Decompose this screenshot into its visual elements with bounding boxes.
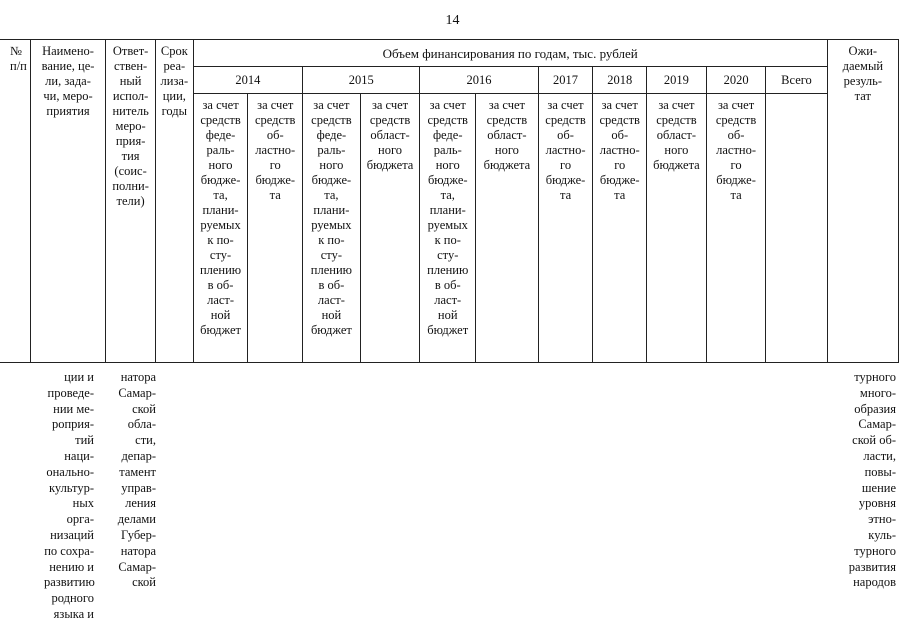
source-2014-regional: за счет средств об- ластно- го бюдже- та — [248, 94, 303, 363]
year-2020: 2020 — [706, 67, 766, 94]
source-2015-regional: за счет средств област- ного бюджета — [360, 94, 420, 363]
header-funding: Объем финансирования по годам, тыс. рублей — [193, 40, 827, 67]
header-name: Наимено- вание, це- ли, зада- чи, меро- приятия — [30, 40, 105, 363]
year-2019: 2019 — [647, 67, 707, 94]
header-expected: Ожи- даемый резуль- тат — [827, 40, 898, 363]
header-num: № п/п — [0, 40, 30, 363]
year-2015: 2015 — [303, 67, 420, 94]
source-2017-regional: за счет средств об- ластно- го бюдже- та — [538, 94, 593, 363]
source-2019-regional: за счет средств област- ного бюджета — [647, 94, 707, 363]
year-total: Всего — [766, 67, 827, 94]
source-2016-federal: за счет средств феде- раль- ного бюдже- та, плани- руемых к по- сту- плению в об- ласт- ной бюджет — [420, 94, 476, 363]
header-responsible: Ответ- ствен- ный испол- нитель меро- прия- тия (соис- полни- тели) — [106, 40, 156, 363]
source-total — [766, 94, 827, 363]
continuation-responsible: натора Самар- ской обла- сти, депар- тамент управ- ления делами Губер- натора Самар- ской — [117, 370, 156, 590]
year-2017: 2017 — [538, 67, 593, 94]
continuation-expected: турного много- образия Самар- ской об- ласти, повы- шение уровня этно- куль- турного развития народов — [848, 370, 896, 590]
source-2018-regional: за счет средств об- ластно- го бюдже- та — [593, 94, 647, 363]
source-2014-federal: за счет средств феде- раль- ного бюдже- та, плани- руемых к по- сту- плению в об- ласт- ной бюджет — [193, 94, 248, 363]
year-2018: 2018 — [593, 67, 647, 94]
funding-table — [0, 39, 899, 363]
header-term: Срок реа- лиза- ции, годы — [155, 40, 193, 363]
year-2016: 2016 — [420, 67, 538, 94]
year-2014: 2014 — [193, 67, 302, 94]
source-2015-federal: за счет средств феде- раль- ного бюдже- та, плани- руемых к по- сту- плению в об- ласт- ной бюджет — [303, 94, 361, 363]
source-2016-regional: за счет средств област- ного бюджета — [476, 94, 539, 363]
source-2020-regional: за счет средств об- ластно- го бюдже- та — [706, 94, 766, 363]
page-number: 14 — [445, 13, 460, 28]
continuation-name: ции и проведе- нии ме- роприя- тий наци- онально- культур- ных орга- низаций по сохра- нению и развитию родного языка и — [44, 370, 95, 621]
